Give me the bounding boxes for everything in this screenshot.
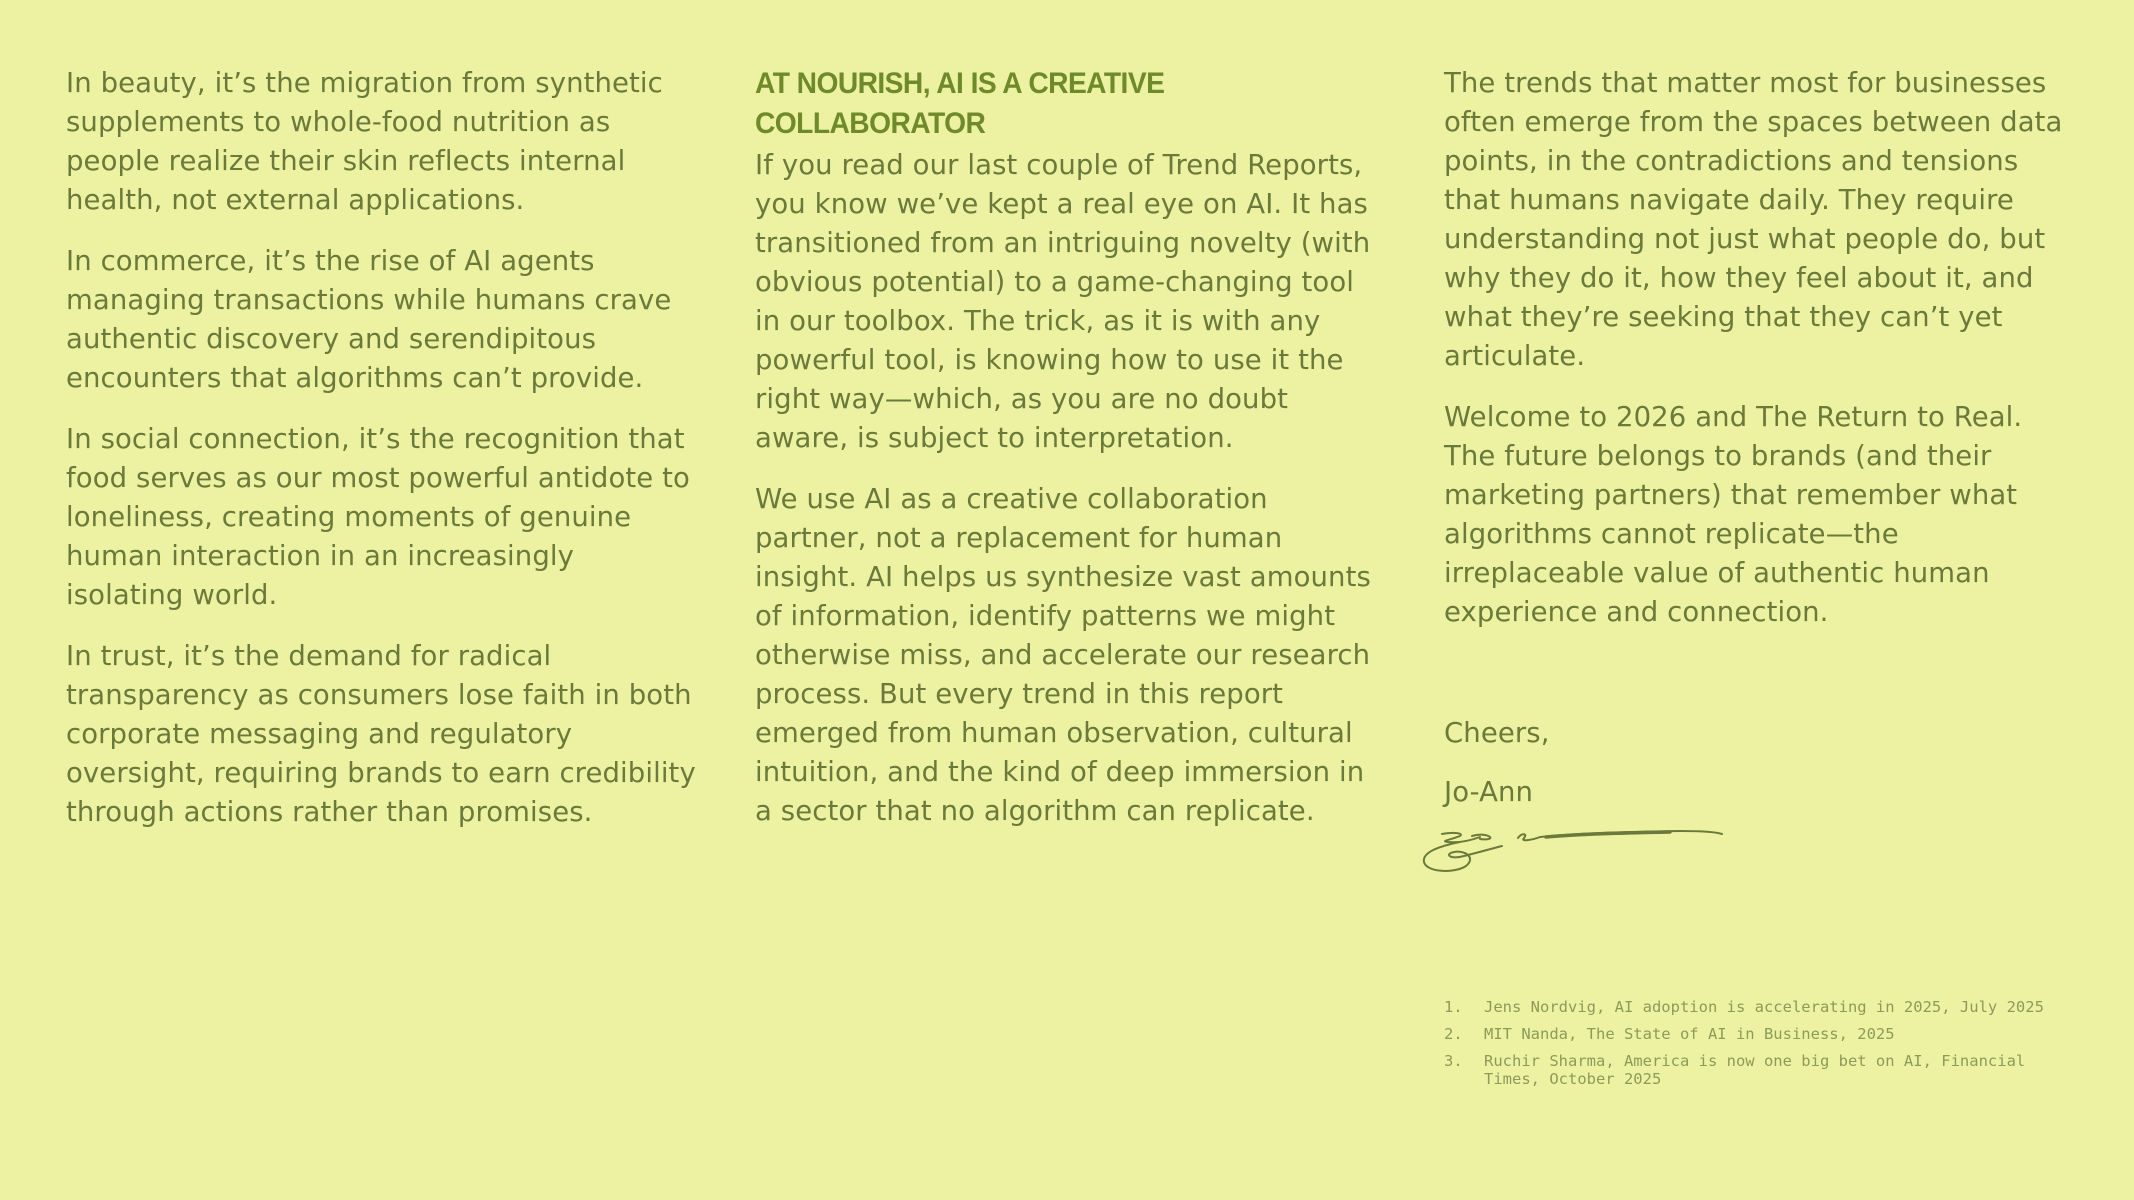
footnote-item [1444, 1052, 2064, 1088]
right-column [1444, 64, 2074, 880]
paragraph-welcome-2026: Welcome to 2026 and The Return to Real. The future belongs to brands (and their marketing partners) that remember what algorithms cannot replicate—the irreplaceable value of authentic human experience and connection. [1444, 401, 2023, 628]
footnote-number: 1. [1444, 998, 1463, 1016]
closing-block [1444, 714, 2074, 880]
closing-cheers: Cheers, [1444, 717, 1550, 749]
footnote-number: 2. [1444, 1025, 1463, 1043]
middle-column [755, 64, 1385, 853]
paragraph-ai-trend-reports: If you read our last couple of Trend Reports, you know we’ve kept a real eye on AI. It has transitioned from an intriguing novelty (with obvious potential) to a game-changing tool in our toolbox. The trick, as it is with any powerful tool, is knowing how to use it the right way—which, as you are no doubt aware, is subject to interpretation. [755, 149, 1371, 454]
signature-icon [1420, 830, 1730, 880]
paragraph-commerce: In commerce, it’s the rise of AI agents managing transactions while humans crave authentic discovery and serendipitous encounters that algorithms can’t provide. [66, 245, 672, 394]
footnotes-list [1444, 998, 2064, 1097]
footnote-item [1444, 1025, 2064, 1043]
footnote-text: MIT Nanda, The State of AI in Business, 2025 [1484, 1025, 1895, 1043]
paragraph-beauty: In beauty, it’s the migration from synthetic supplements to whole-food nutrition as people realize their skin reflects internal health, not external applications. [66, 67, 663, 216]
footnote-number: 3. [1444, 1052, 1463, 1070]
section-heading: AT NOURISH, AI IS A CREATIVE COLLABORATOR [755, 67, 1165, 140]
paragraph-trends-matter: The trends that matter most for businesses often emerge from the spaces between data points, in the contradictions and tensions that humans navigate daily. They require understanding not just what people do, but why they do it, how they feel about it, and what they’re seeking that they can’t yet articulate. [1444, 67, 2063, 372]
footnote-item [1444, 998, 2064, 1016]
footnote-text: Ruchir Sharma, America is now one big bet on AI, Financial Times, October 2025 [1484, 1052, 2026, 1088]
paragraph-trust: In trust, it’s the demand for radical transparency as consumers lose faith in both corporate messaging and regulatory oversight, requiring brands to earn credibility through actions rather than promises. [66, 640, 696, 828]
signoff-name: Jo-Ann [1444, 776, 1534, 808]
paragraph-ai-collaboration: We use AI as a creative collaboration partner, not a replacement for human insight. AI helps us synthesize vast amounts of information, identify patterns we might otherwise miss, and accelerate our research process. But every trend in this report emerged from human observation, cultural intuition, and the kind of deep immersion in a sector that no algorithm can replicate. [755, 483, 1371, 827]
paragraph-social-connection: In social connection, it’s the recognition that food serves as our most powerful antidote to loneliness, creating moments of genuine human interaction in an increasingly isolating world. [66, 423, 690, 611]
left-column [66, 64, 696, 854]
footnote-text: Jens Nordvig, AI adoption is accelerating in 2025, July 2025 [1484, 998, 2044, 1016]
